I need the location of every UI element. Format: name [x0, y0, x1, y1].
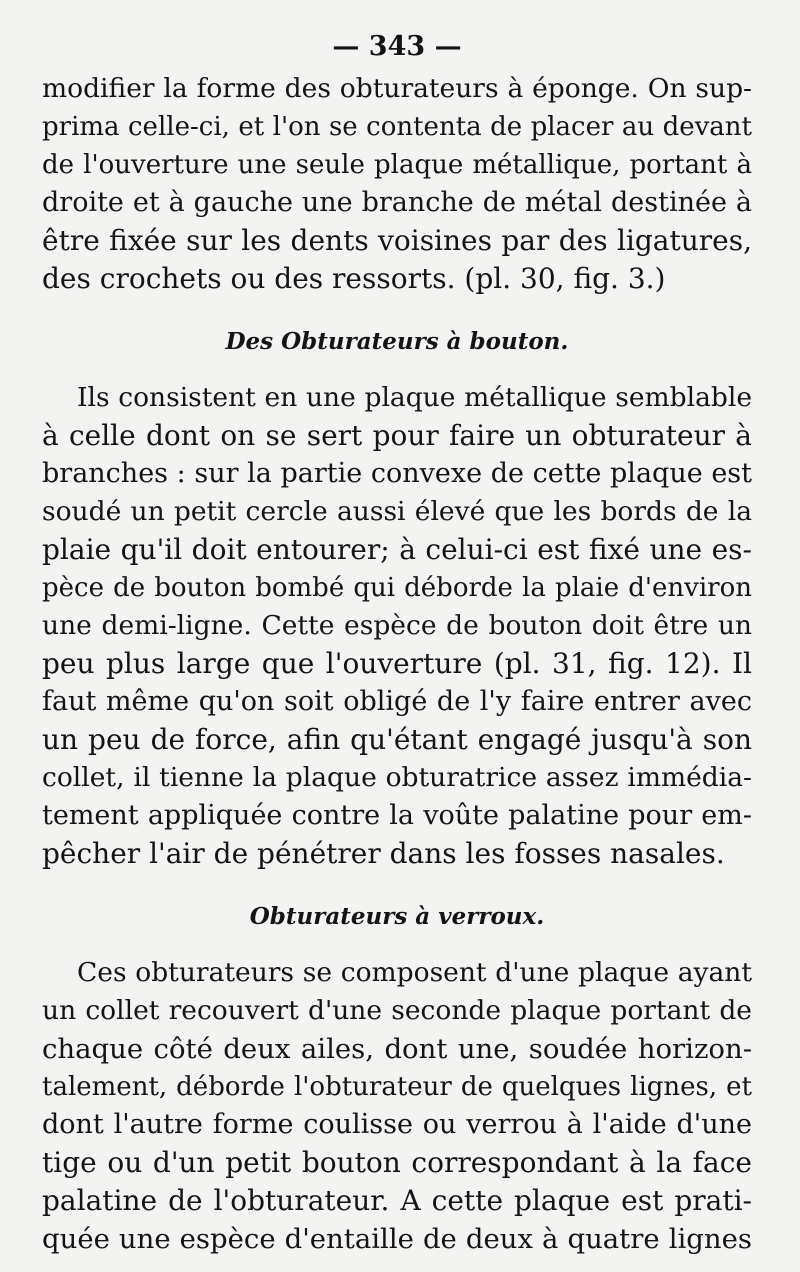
text-line: palatine de l'obturateur. A cette plaque est prati- [42, 1184, 752, 1217]
paragraph-1 [42, 70, 752, 298]
text-line: chaque côté deux ailes, dont une, soudée horizon- [42, 1033, 752, 1065]
text-line: prima celle-ci, et l'on se contenta de placer au devant [42, 112, 752, 142]
text-line: un collet recouvert d'une seconde plaque portant de [42, 995, 752, 1026]
text-line: pêcher l'air de pénétrer dans les fosses nasales. [42, 837, 725, 870]
text-line: plaie qu'il doit entourer; à celui-ci est fixé une es- [42, 533, 752, 566]
text-line: de l'ouverture une seule plaque métallique, portant à [42, 150, 752, 180]
paragraph-2 [42, 379, 752, 873]
text-line: branches : sur la partie convexe de cette plaque est [42, 458, 752, 489]
text-line: tige ou d'un petit bouton correspondant à la face [42, 1146, 752, 1179]
text-line: pèce de bouton bombé qui déborde la plaie d'environ [42, 573, 752, 603]
text-line: dont l'autre forme coulisse ou verrou à l'aide d'une [42, 1109, 752, 1140]
section-heading-obturateurs-a-verroux: Obturateurs à verroux. [249, 903, 545, 930]
paragraph-3 [42, 954, 752, 1258]
text-line: être fixée sur les dents voisines par des ligatures, [42, 224, 752, 257]
text-line: Ces obturateurs se composent d'une plaque ayant [77, 957, 752, 988]
text-line: une demi-ligne. Cette espèce de bouton doit être un [42, 610, 752, 641]
page-number: — 343 — [332, 31, 462, 62]
text-line: tement appliquée contre la voûte palatine pour em- [42, 800, 752, 831]
text-line: modifier la forme des obturateurs à éponge. On sup- [42, 73, 752, 104]
text-line: quée une espèce d'entaille de deux à quatre lignes [42, 1223, 752, 1255]
text-line: peu plus large que l'ouverture (pl. 31, fig. 12). Il [42, 647, 752, 680]
text-line: collet, il tienne la plaque obturatrice assez immédia- [42, 762, 752, 793]
text-line: des crochets ou des ressorts. (pl. 30, fig. 3.) [42, 262, 666, 295]
text-line: Ils consistent en une plaque métallique semblable [77, 382, 752, 413]
text-line: à celle dont on se sert pour faire un obturateur à [42, 419, 752, 452]
text-line: droite et à gauche une branche de métal destinée à [42, 187, 752, 218]
text-line: talement, déborde l'obturateur de quelques lignes, et [42, 1072, 752, 1102]
text-line: un peu de force, afin qu'étant engagé jusqu'à son [42, 723, 752, 756]
text-line: soudé un petit cercle aussi élevé que les bords de la [42, 496, 752, 527]
section-heading-obturateurs-a-bouton: Des Obturateurs à bouton. [225, 328, 569, 355]
text-line: faut même qu'on soit obligé de l'y faire entrer avec [42, 686, 752, 717]
